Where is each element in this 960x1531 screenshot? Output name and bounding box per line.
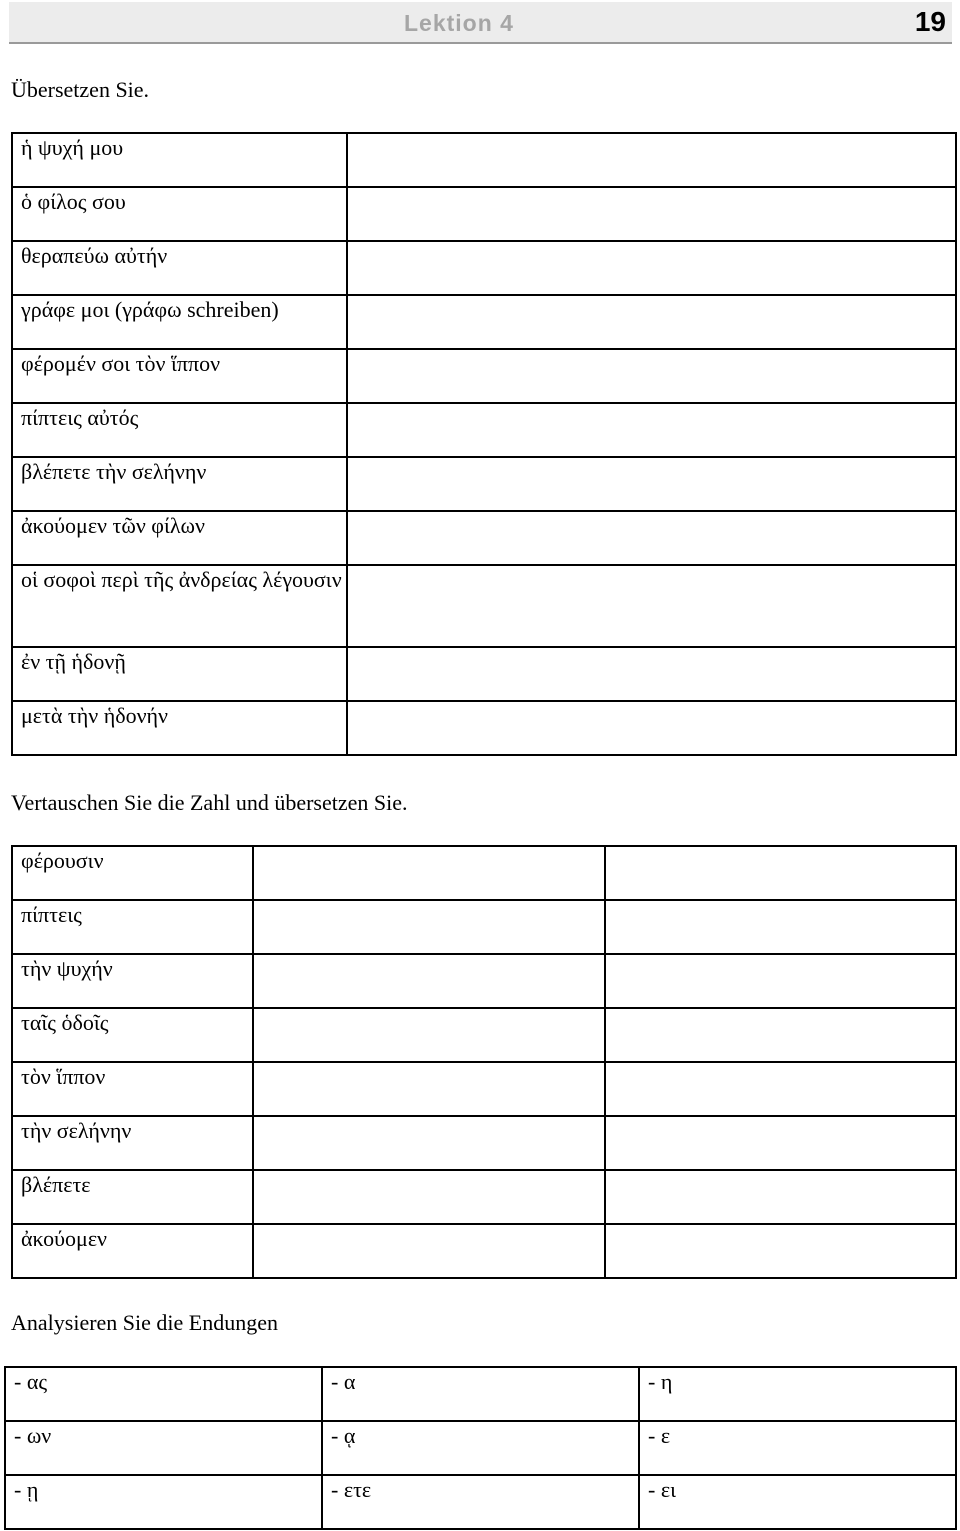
page-header <box>9 2 952 44</box>
table-row <box>12 241 956 295</box>
table-row <box>12 565 956 647</box>
greek-form: τὴν ψυχήν <box>12 954 253 1008</box>
table-row <box>12 1224 956 1278</box>
table-row <box>12 511 956 565</box>
ending-cell[interactable]: - ετε <box>322 1475 639 1529</box>
table-row <box>5 1421 956 1475</box>
translation-cell[interactable] <box>347 647 956 701</box>
translation-cell[interactable] <box>347 349 956 403</box>
greek-form: τὴν σελήνην <box>12 1116 253 1170</box>
greek-form: ἀκούομεν <box>12 1224 253 1278</box>
greek-form: ταῖς ὁδοῖς <box>12 1008 253 1062</box>
translation-cell[interactable] <box>347 403 956 457</box>
table-row <box>12 701 956 755</box>
table-row <box>12 295 956 349</box>
translation-cell[interactable] <box>347 241 956 295</box>
translation-table <box>11 132 957 756</box>
greek-phrase: βλέπετε τὴν σελήνην <box>12 457 347 511</box>
endings-table <box>4 1366 957 1530</box>
translation-cell[interactable] <box>605 846 956 900</box>
table-row <box>12 846 956 900</box>
greek-phrase: πίπτεις αὐτός <box>12 403 347 457</box>
swapped-form-cell[interactable] <box>253 1170 605 1224</box>
ending-cell[interactable]: - η <box>639 1367 956 1421</box>
greek-phrase: ἡ ψυχή μου <box>12 133 347 187</box>
ending-cell[interactable]: - ε <box>639 1421 956 1475</box>
translation-cell[interactable] <box>605 900 956 954</box>
translation-cell[interactable] <box>605 1116 956 1170</box>
instruction-translate: Übersetzen Sie. <box>11 77 150 102</box>
greek-phrase: οἱ σοφοὶ περὶ τῆς ἀνδρείας λέγουσιν <box>12 565 347 647</box>
ending-cell[interactable]: - ῃ <box>5 1475 322 1529</box>
translation-cell[interactable] <box>605 1062 956 1116</box>
table-row <box>12 954 956 1008</box>
instruction-swap-number: Vertauschen Sie die Zahl und übersetzen Sie. <box>11 790 408 815</box>
ending-cell[interactable]: - ων <box>5 1421 322 1475</box>
translation-cell[interactable] <box>347 457 956 511</box>
swapped-form-cell[interactable] <box>253 1224 605 1278</box>
greek-phrase: μετὰ τὴν ἡδονήν <box>12 701 347 755</box>
table-row <box>5 1367 956 1421</box>
greek-phrase: ἐν τῇ ἡδονῇ <box>12 647 347 701</box>
table-row <box>5 1475 956 1529</box>
table-row <box>12 349 956 403</box>
greek-form: φέρουσιν <box>12 846 253 900</box>
instruction-analyze-endings: Analysieren Sie die Endungen <box>11 1310 278 1335</box>
translation-cell[interactable] <box>605 1170 956 1224</box>
table-row <box>12 187 956 241</box>
swapped-form-cell[interactable] <box>253 1008 605 1062</box>
table-row <box>12 1008 956 1062</box>
translation-cell[interactable] <box>347 133 956 187</box>
ending-cell[interactable]: - ει <box>639 1475 956 1529</box>
ending-cell[interactable]: - ᾳ <box>322 1421 639 1475</box>
translation-cell[interactable] <box>347 565 956 647</box>
table-row <box>12 647 956 701</box>
greek-phrase: γράφε μοι (γράφω schreiben) <box>12 295 347 349</box>
page-number: 19 <box>914 6 946 37</box>
number-swap-table <box>11 845 957 1279</box>
translation-cell[interactable] <box>605 1008 956 1062</box>
swapped-form-cell[interactable] <box>253 954 605 1008</box>
translation-cell[interactable] <box>605 1224 956 1278</box>
lesson-title: Lektion 4 <box>404 10 514 36</box>
table-row <box>12 900 956 954</box>
table-row <box>12 1116 956 1170</box>
translation-cell[interactable] <box>347 701 956 755</box>
greek-phrase: ὁ φίλος σου <box>12 187 347 241</box>
table-row <box>12 403 956 457</box>
greek-phrase: φέρομέν σοι τὸν ἵππον <box>12 349 347 403</box>
greek-form: τὸν ἵππον <box>12 1062 253 1116</box>
swapped-form-cell[interactable] <box>253 1062 605 1116</box>
greek-form: βλέπετε <box>12 1170 253 1224</box>
translation-cell[interactable] <box>347 511 956 565</box>
table-row <box>12 1062 956 1116</box>
greek-form: πίπτεις <box>12 900 253 954</box>
ending-cell[interactable]: - ας <box>5 1367 322 1421</box>
translation-cell[interactable] <box>605 954 956 1008</box>
swapped-form-cell[interactable] <box>253 1116 605 1170</box>
table-row <box>12 457 956 511</box>
greek-phrase: ἀκούομεν τῶν φίλων <box>12 511 347 565</box>
swapped-form-cell[interactable] <box>253 900 605 954</box>
translation-cell[interactable] <box>347 295 956 349</box>
ending-cell[interactable]: - α <box>322 1367 639 1421</box>
translation-cell[interactable] <box>347 187 956 241</box>
swapped-form-cell[interactable] <box>253 846 605 900</box>
table-row <box>12 1170 956 1224</box>
table-row <box>12 133 956 187</box>
greek-phrase: θεραπεύω αὐτήν <box>12 241 347 295</box>
